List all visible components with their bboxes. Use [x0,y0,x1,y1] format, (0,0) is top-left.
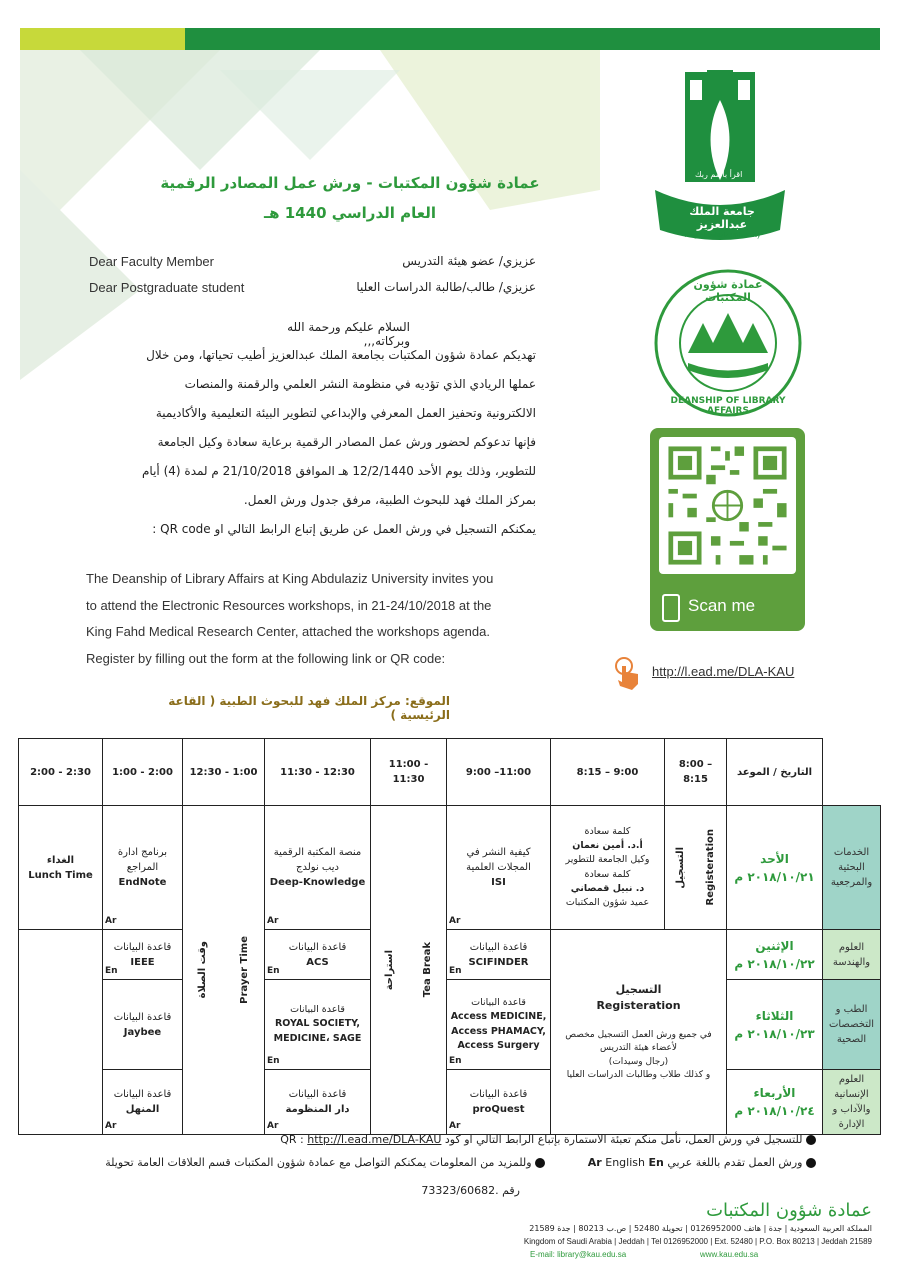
footer-lang-ar-code: Ar [587,1156,602,1169]
english-line: King Fahd Medical Research Center, attached the workshops agenda. [86,624,490,639]
prayer-label: وقت الصلاة [197,941,209,999]
cell-line: برنامج ادارة [117,847,168,858]
cell-line: ISI [491,877,506,888]
cell-line: قاعدة البيانات [290,1004,345,1016]
cell-line: EndNote [118,877,167,888]
track-label: الخدمات البحثية والمرجعية [830,847,873,888]
english-line: to attend the Electronic Resources workshops, in 21-24/10/2018 at the [86,597,492,613]
reg-title: التسجيل [615,982,662,996]
phone-icon [662,594,680,622]
footer-reg-text: للتسجيل في ورش العمل، نأمل منكم تعبئة الاستمارة بإتباع الرابط التالي او كود QR : [280,1133,803,1146]
qr-card[interactable] [650,428,805,631]
cell-line: قاعدة البيانات [113,1089,172,1100]
lang-tag: Ar [267,915,279,926]
arabic-line: بمركز الملك فهد للبحوث الطبية، مرفق جدول ورش العمل. [243,493,536,507]
deanship-english-name: DEANSHIP OF LIBRARY AFFAIRS [670,396,786,416]
manhal-cell [103,1070,183,1135]
track-label: العلوم والهندسة [832,941,871,968]
deanship-logo [653,268,803,418]
footer-lang-en: English [605,1156,645,1169]
access-cell [447,980,551,1070]
cell-line: وكيل الجامعة للتطوير [565,854,650,866]
cell-line: ROYAL SOCIETY, MEDICINE، SAGE [273,1018,362,1044]
cell-line: Deep-Knowledge [269,877,366,888]
track-label: العلوم الإنسانية والآداب و الإدارة [832,1074,871,1130]
cell-line: المراجع [126,862,159,873]
arabic-line: عملها الريادي الذي تؤديه في منظومة النشر العلمي والرقمنة والمنصات [184,377,536,391]
day-name: الثلاثاء [755,1008,794,1023]
mandumah-cell [265,1070,371,1135]
footer-org-name: عمادة شؤون المكتبات [706,1200,872,1221]
arabic-line: تهديكم عمادة شؤون المكتبات بجامعة الملك عبدالعزيز أطيب تحياتها، ومن خلال [146,348,536,362]
reg-note: (رجال وسيدات) [608,1056,669,1067]
hand-pointer-icon [612,656,644,692]
day-name: الأحد [760,851,789,866]
tea-break-cell [371,806,447,1135]
registration-cell [665,806,727,930]
footer-language-line [570,1156,816,1169]
greeting-student-en: Dear Postgraduate student [89,280,245,295]
empty-corner [823,739,881,806]
lang-tag: Ar [267,1120,279,1131]
footer-website[interactable]: www.kau.edu.sa [700,1250,759,1259]
lang-tag: Ar [449,915,461,926]
lunch-label-en: Lunch Time [28,869,93,881]
cell-line: ACS [306,956,329,968]
header-cell: 2:00 - 2:30 [19,739,103,806]
top-bar-dark [185,28,880,50]
kau-english-name: King Abdulaziz University [684,232,761,239]
salam: السلام عليكم ورحمة الله وبركاته,,, [287,320,410,348]
footer-address-en: Kingdom of Saudi Arabia | Jeddah | Tel 0126952000 | Ext. 52480 | P.O. Box 80213 | Jeddah 21589 [523,1237,872,1246]
header-cell: 8:00 – 8:15 [665,739,727,806]
bullet-icon [806,1135,816,1145]
qr-code[interactable] [659,437,796,574]
table-row [19,980,881,1070]
english-line: Register by filling out the form at the following link or QR code: [86,650,446,666]
day-date: ٢٠١٨/١٠/٢٣ م [734,1026,815,1041]
day-name: الأربعاء [753,1086,796,1100]
day-date: ٢٠١٨/١٠/٢٢ م [734,956,815,971]
cell-line: Access MEDICINE, Access PHAMACY, Access Surgery [450,1011,547,1051]
scifinder-cell [447,930,551,980]
english-line: The Deanship of Library Affairs at King Abdulaziz University invites you [86,571,494,586]
reg-note: في جميع ورش العمل التسجيل مخصص لأعضاء هيئة التدريس [565,1029,712,1053]
lang-tag: Ar [105,1120,117,1131]
day-cell [727,930,823,980]
day-date: ٢٠١٨/١٠/٢١ م [734,869,815,884]
royal-cell [265,980,371,1070]
cell-line: IEEE [130,956,155,968]
cell-line: المنهل [125,1104,160,1115]
track-cell [823,1070,881,1135]
footer-reg-link[interactable]: http://l.ead.me/DLA-KAU [307,1133,442,1146]
scan-label-row [650,586,805,626]
cell-line: أ.د. أمين نعمان [572,840,643,851]
english-body [86,566,546,672]
day-cell [727,1070,823,1135]
table-header-row [19,739,881,806]
deep-knowledge-cell [265,806,371,930]
endnote-cell [103,806,183,930]
top-bar-light [20,28,185,50]
arabic-line: الالكترونية وتحفيز العمل المعرفي والإبداعي لتطوير البيئة التعليمية والأكاديمية [155,406,536,420]
proquest-cell [447,1070,551,1135]
lang-tag: En [267,965,280,976]
acs-cell [265,930,371,980]
greeting-faculty-ar: عزيزي/ عضو هيئة التدريس [402,254,536,268]
header-cell: 8:15 – 9:00 [551,739,665,806]
cell-line: قاعدة البيانات [113,1011,172,1023]
table-row [19,806,881,930]
kau-logo [655,70,785,250]
header-cell: 12:30 - 1:00 [183,739,265,806]
cell-line: proQuest [472,1104,525,1115]
lang-tag: En [449,1055,462,1066]
arabic-body [86,341,536,544]
cell-line: قاعدة البيانات [471,997,526,1008]
header-cell: 11:00 - 11:30 [371,739,447,806]
cell-line: قاعدة البيانات [469,941,528,953]
cell-line: عميد شؤون المكتبات [565,897,650,908]
cell-line: دار المنظومة [285,1104,350,1115]
footer-contact-line [40,1156,545,1169]
cell-line: د. نبيل قمصاني [570,882,645,894]
reg-note: و كذلك طلاب وطالبات الدراسات العليا [566,1070,711,1080]
lang-tag: Ar [105,915,117,926]
schedule-table [18,738,881,1135]
header-cell: 9:00 –11:00 [447,739,551,806]
footer-lang-text: ورش العمل تقدم باللغة [695,1156,803,1169]
cell-line: Jaybee [123,1026,162,1038]
arabic-line: فإنها تدعوكم لحضور ورش عمل المصادر الرقمية برعاية سعادة وكيل الجامعة [157,435,536,449]
cell-line: المجلات العلمية [466,862,531,873]
track-cell [823,806,881,930]
greeting-faculty-en: Dear Faculty Member [89,254,214,269]
tea-label-en: Tea Break [422,942,434,998]
lang-tag: En [105,965,118,976]
footer-contact-number: رقم .73323/60682 [421,1184,520,1197]
registration-label-en: Registeration [705,829,717,906]
lang-tag: En [449,965,462,976]
kau-motto: اقرأ باسم ربك [695,170,743,179]
cell-line: قاعدة البيانات [288,941,347,953]
header-cell: التاريخ / الموعد [727,739,823,806]
greeting-student-ar: عزيزي/ طالب/طالبة الدراسات العليا [356,280,536,294]
registration-link[interactable]: http://l.ead.me/DLA-KAU [652,664,795,679]
cell-line: ديب نولدج [296,862,339,873]
lunch-cell [19,806,103,930]
lang-tag: Ar [449,1120,461,1131]
cell-line: كلمة سعادة [584,868,631,880]
footer-address-ar: المملكة العربية السعودية | جدة | هاتف 0126952000 | تحويلة 52480 | ص.ب 80213 | جدة 21589 [529,1224,872,1233]
table-row [19,930,881,980]
page-subtitle: العام الدراسي 1440 هـ [264,204,436,222]
opening-cell [551,806,665,930]
kau-arabic-name: جامعة الملك عبدالعزيز [689,205,755,231]
track-label: الطب و التخصصات الصحية [828,1004,875,1045]
footer-email[interactable]: E-mail: library@kau.edu.sa [530,1250,627,1259]
header-cell: 11:30 - 12:30 [265,739,371,806]
cell-line: كيفية النشر في [466,847,531,858]
table-row [19,1070,881,1135]
registration-block [551,930,727,1135]
cell-line: SCIFINDER [468,956,529,968]
footer-lang-ar: عربي [667,1156,693,1169]
registration-label: التسجيل [674,846,686,889]
track-cell [823,930,881,980]
lunch-label: الغداء [46,854,75,866]
reg-title-en: Registeration [596,999,681,1012]
prayer-label-en: Prayer Time [238,936,250,1004]
bullet-icon [535,1158,545,1168]
track-cell [823,980,881,1070]
prayer-cell [183,806,265,1135]
scan-me-label: Scan me [688,596,756,615]
deanship-arabic-name: عمادة شؤون المكتبات [693,278,763,304]
ieee-cell [103,930,183,980]
arabic-line: يمكنكم التسجيل في ورش العمل عن طريق إتباع الرابط التالي او QR code : [152,522,536,536]
tea-label: استراحة [383,949,395,991]
day-cell [727,980,823,1070]
footer-registration-line [250,1133,816,1146]
page-title: عمادة شؤون المكتبات - ورش عمل المصادر الرقمية [160,174,540,192]
day-name: الإثنين [755,938,794,953]
location-label: الموقع: مركز الملك فهد للبحوث الطبية ( القاعة الرئيسية ) [168,694,450,722]
cell-line: قاعدة البيانات [288,1089,347,1100]
cell-line: منصة المكتبة الرقمية [273,847,362,858]
day-cell [727,806,823,930]
cell-line: كلمة سعادة [584,825,631,837]
arabic-line: للتطوير، وذلك يوم الأحد 12/2/1440 هـ الموافق 21/10/2018 م لمدة (4) أيام [142,464,536,478]
footer-lang-en-code: En [648,1156,664,1169]
footer-contact-text: وللمزيد من المعلومات يمكنكم التواصل مع عمادة شؤون المكتبات قسم العلاقات العامة تحويلة [105,1156,532,1169]
empty-lunch-cell [19,930,103,1135]
cell-line: قاعدة البيانات [469,1089,528,1100]
lang-tag: En [267,1055,280,1066]
jaybee-cell [103,980,183,1070]
isi-cell [447,806,551,930]
bullet-icon [806,1158,816,1168]
header-cell: 1:00 - 2:00 [103,739,183,806]
cell-line: قاعدة البيانات [113,941,172,953]
day-date: ٢٠١٨/١٠/٢٤ م [734,1104,815,1118]
